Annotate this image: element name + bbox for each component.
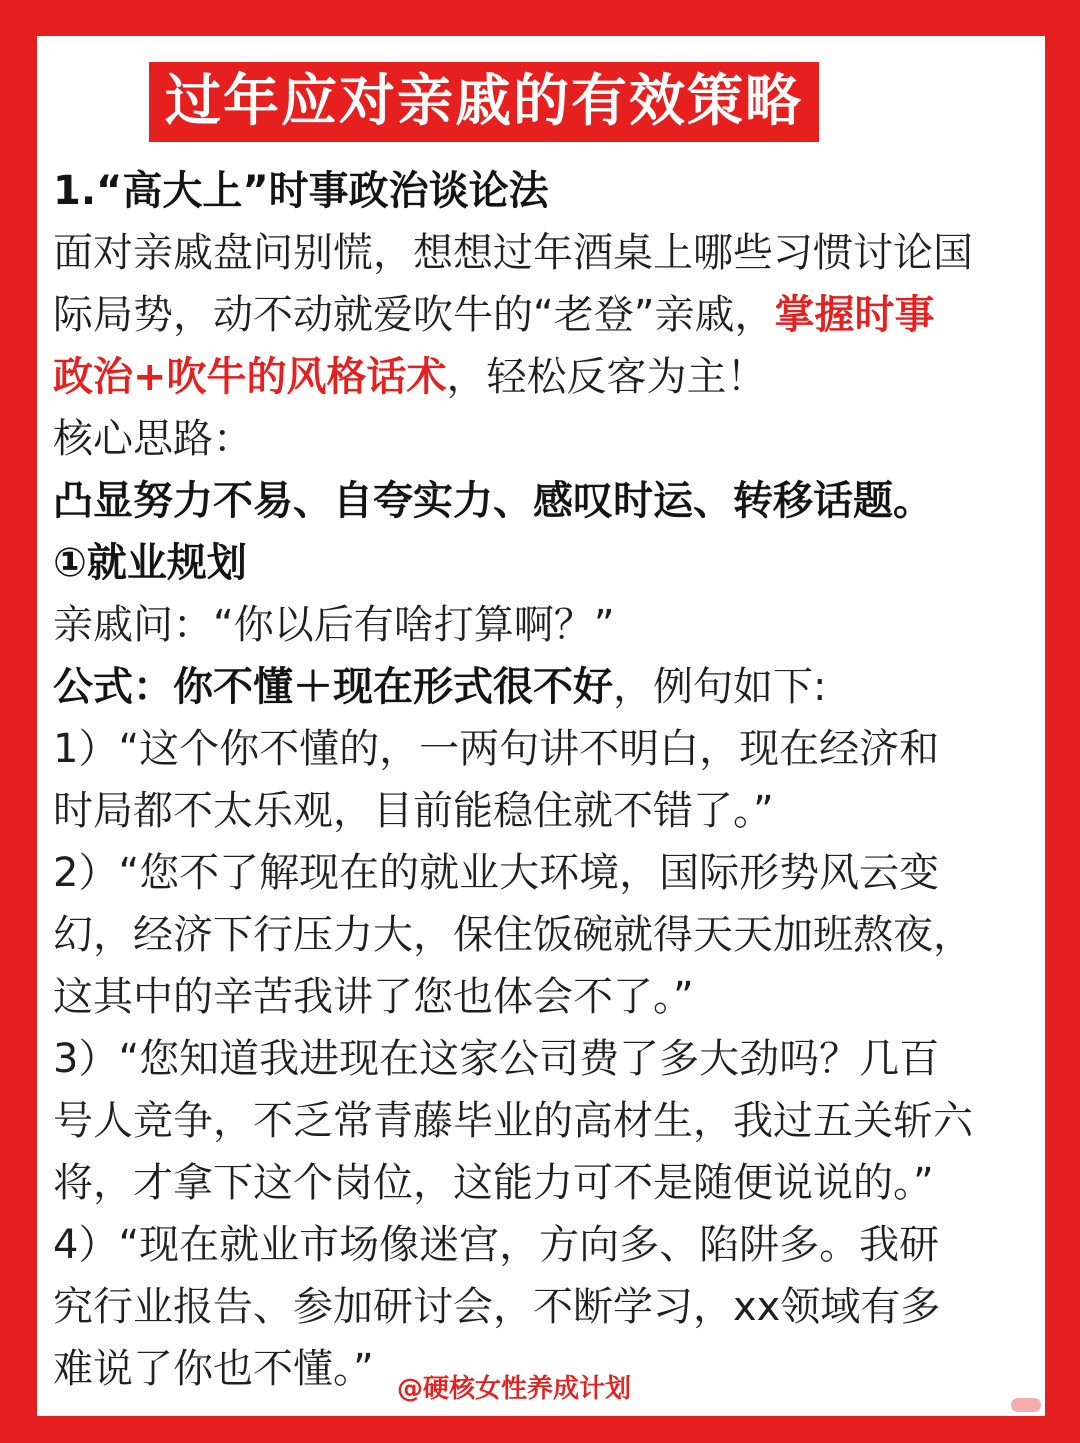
highlight-text: 政治+吹牛的风格话术 [53, 354, 447, 400]
author-watermark: @硬核女性养成计划 [397, 1374, 632, 1404]
example-line: 号人竞争，不乏常青藤毕业的高材生，我过五关斩六 [53, 1098, 973, 1144]
core-label: 核心思路： [53, 416, 253, 462]
example-line: 将，才拿下这个岗位，这能力可不是随便说说的。” [53, 1160, 934, 1206]
example-line: 究行业报告、参加研讨会，不断学习，xx领域有多 [53, 1284, 941, 1330]
note-card [37, 36, 1045, 1416]
example-line: 2）“您不了解现在的就业大环境，国际形势风云变 [53, 850, 940, 896]
title-banner [149, 62, 819, 142]
intro-line-1: 面对亲戚盘问别慌，想想过年酒桌上哪些习惯讨论国 [53, 230, 973, 276]
section-heading: 1.“高大上”时事政治谈论法 [53, 168, 549, 214]
page-title: 过年应对亲戚的有效策略 [149, 62, 819, 142]
intro-line-2 [53, 284, 1033, 346]
subsection-heading: ①就业规划 [53, 540, 247, 586]
core-points: 凸显努力不易、自夸实力、感叹时运、转移话题。 [53, 478, 933, 524]
highlight-text: 掌握时事 [774, 292, 935, 338]
example-line: 幻，经济下行压力大，保住饭碗就得天天加班熬夜， [53, 912, 973, 958]
platform-logo-icon [1011, 1398, 1041, 1412]
intro-line-3-text: ，轻松反客为主！ [446, 354, 767, 400]
article-body [53, 160, 1033, 1400]
relative-question: 亲戚问：“你以后有啥打算啊？” [53, 602, 615, 648]
example-line: 1）“这个你不懂的，一两句讲不明白，现在经济和 [53, 726, 940, 772]
example-line: 这其中的辛苦我讲了您也体会不了。” [53, 974, 694, 1020]
example-line: 难说了你也不懂。” [53, 1346, 374, 1392]
intro-line-2-text: 际局势，动不动就爱吹牛的“老登”亲戚， [53, 292, 775, 338]
formula-suffix: ，例句如下: [613, 664, 827, 710]
example-line: 4）“现在就业市场像迷宫，方向多、陷阱多。我研 [53, 1222, 940, 1268]
example-line: 时局都不太乐观，目前能稳住就不错了。” [53, 788, 774, 834]
example-line: 3）“您知道我进现在这家公司费了多大劲吗？几百 [53, 1036, 940, 1082]
formula-text: 公式：你不懂＋现在形式很不好 [53, 664, 613, 710]
formula-line [53, 656, 1033, 718]
intro-line-3 [53, 346, 1033, 408]
